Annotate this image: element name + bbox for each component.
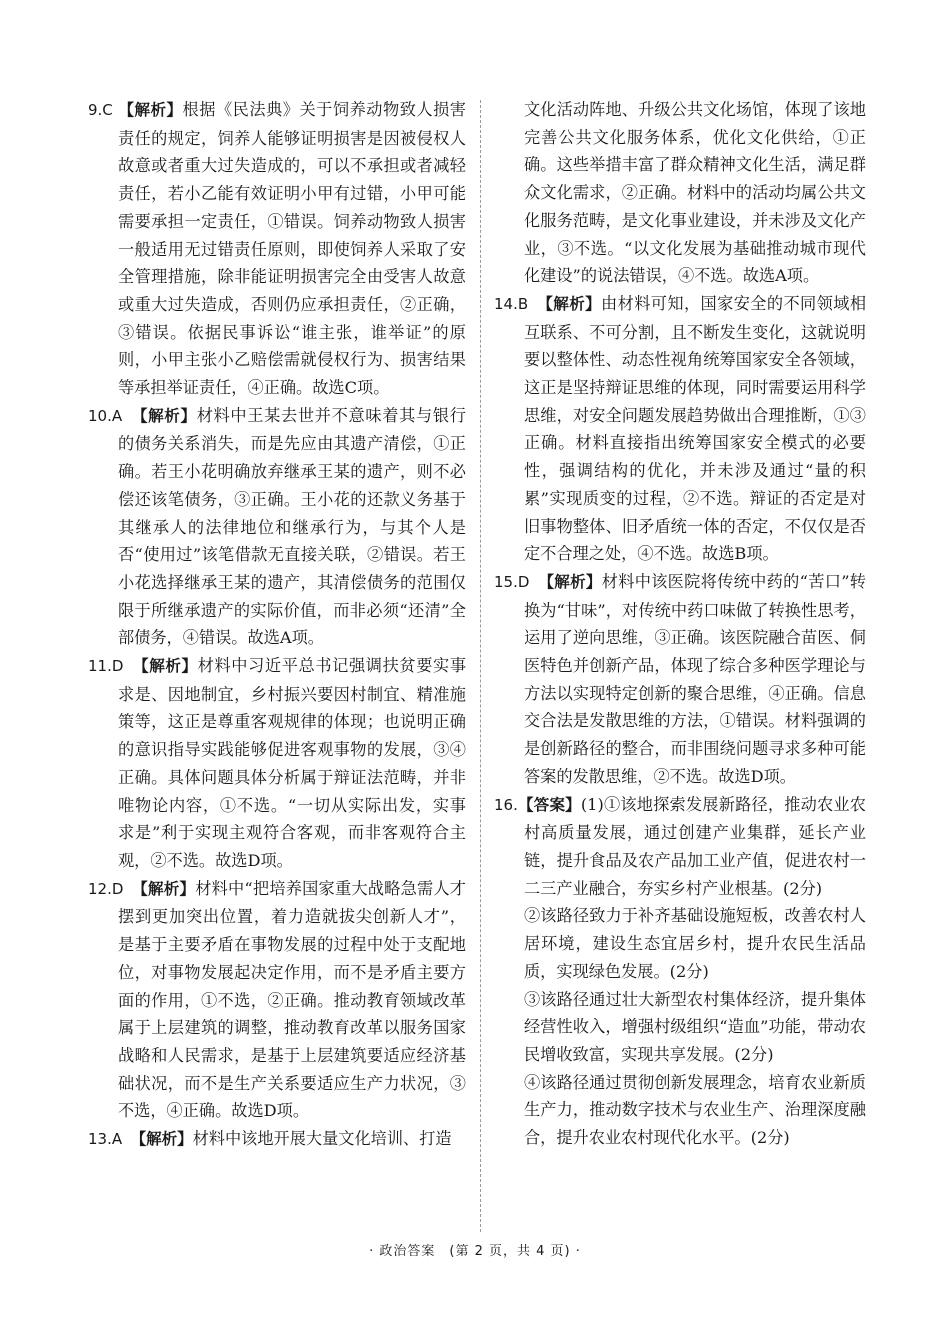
answer-15 [494,568,866,791]
question-number: 13.A [88,1130,123,1149]
answer-text: 材料中“把培养国家重大战略急需人才摆到更加突出位置，着力造就拔尖创新人才”，是基于主要矛盾在事物发展的过程中处于支配地位，对事物发展起决定作用，而不是矛盾主要方面的作用，①不选，②正确。推动教育领域改革属于上层建筑的调整，推动教育改革以服务国家战略和人民需求，是基于上层建筑要适应经济基础状况，而不是生产关系要适应生产力状况，③不选，④正确。故选D项。 [118,878,466,1121]
answer-13-continued: 文化活动阵地、升级公共文化场馆，体现了该地完善公共文化服务体系，优化文化供给，①正确。这些举措丰富了群众精神文化生活，满足群众文化需求，②正确。材料中的活动均属公共文化服务范畴，是文化事业建设，并未涉及文化产业，③不选。“以文化发展为基础推动城市现代化建设”的说法错误，④不选。故选A项。 [524,100,866,286]
page-footer: · 政治答案 (第 2 页，共 4 页) · [369,1244,581,1259]
answer-10 [88,402,466,652]
answer-text: 材料中王某去世并不意味着其与银行的债务关系消失，而是先应由其遗产清偿，①正确。若王小花明确放弃继承王某的遗产，则不必偿还该笔债务，③正确。王小花的还款义务基于其继承人的法律地位和继承行为，与其个人是否“使用过”该笔借款无直接关联，②错误。若王小花选择继承王某的遗产，其清偿债务的范围仅限于所继承遗产的实际价值，而非必须“还清”全部债务，④错误。故选A项。 [118,405,466,648]
answer-text: 材料中习近平总书记强调扶贫要实事求是、因地制宜，乡村振兴要因村制宜、精准施策等，这正是尊重客观规律的体现；也说明正确的意识指导实践能够促进客观事物的发展，③④正确。具体问题具体分析属于辩证法范畴，并非唯物论内容，①不选。“一切从实际出发，实事求是”利于实现主观符合客观，而非客观符合主观，②不选。故选D项。 [118,656,467,870]
answer-point-4: ④该路径通过贯彻创新发展理念，培育农业新质生产力，推动数字技术与农业生产、治理深度融合，提升农业农村现代化水平。(2分) [524,1072,866,1148]
analysis-tag: 【解析】 [546,572,602,591]
answer-point-1: (1)①该地探索发展新路径，推动农业农村高质量发展，通过创建产业集群，延长产业链，提升食品及农产品加工业产值，促进农村一二三产业融合，夯实乡村产业根基。(2分) [524,794,866,898]
question-number: 14.B [494,294,529,313]
right-column [494,96,866,1152]
answer-point-2: ②该路径致力于补齐基础设施短板，改善农村人居环境，建设生态宜居乡村，提升农民生活品质，实现绿色发展。(2分) [524,906,866,981]
answer-text: 由材料可知，国家安全的不同领域相互联系、不可分割，且不断发生变化，这就说明要以整体性、动态性视角统筹国家安全各领域，这正是坚持辩证思维的体现，同时需要运用科学思维，对安全问题发展趋势做出合理推断，①③正确。材料直接指出统筹国家安全模式的必要性，强调结构的优化，并未涉及通过“量的积累”实现质变的过程，②不选。辩证的否定是对旧事物整体、旧矛盾统一体的否定，不仅仅是否定不合理之处，④不选。故选B项。 [524,293,867,564]
question-number: 15.D [494,572,530,591]
answer-9 [88,96,466,402]
analysis-tag: 【解析】 [138,1130,193,1149]
question-number: 9.C [88,101,113,119]
answer-14 [494,290,866,568]
answer-12 [88,875,466,1125]
question-number: 10.A [88,406,123,425]
column-divider [480,100,481,1232]
analysis-tag: 【解析】 [118,101,183,119]
answer-11 [88,652,466,875]
question-number: 16. [494,795,518,814]
analysis-tag: 【解析】 [140,657,198,676]
answer-text: 材料中该地开展大量文化培训、打造 [192,1129,452,1149]
question-number: 11.D [88,657,124,676]
analysis-tag: 【解析】 [140,879,196,898]
answer-13 [88,1125,466,1154]
answer-text: 根据《民法典》关于饲养动物致人损害责任的规定，饲养人能够证明损害是因被侵权人故意或者重大过失造成的，可以不承担或者减轻责任，若小乙能有效证明小甲有过错，小甲可能需要承担一定责任，①错误。饲养动物致人损害一般适用无过错责任原则，即使饲养人采取了安全管理措施，除非能证明损害完全由受害人故意或重大过失造成，否则仍应承担责任，②正确，③错误。依据民事诉讼“谁主张，谁举证”的原则，小甲主张小乙赔偿需就侵权行为、损害结果等承担举证责任，④正确。故选C项。 [118,100,466,398]
left-column [88,96,466,1154]
answer-point-3: ③该路径通过壮大新型农村集体经济，提升集体经营性收入，增强村级组织“造血”功能，带动农民增收致富，实现共享发展。(2分) [524,989,866,1064]
analysis-tag: 【解析】 [545,294,602,313]
analysis-tag: 【解析】 [139,406,197,425]
answer-text: 材料中该医院将传统中药的“苦口”转换为“甘味”，对传统中药口味做了转换性思考，运用了逆向思维，③正确。该医院融合苗医、侗医特色并创新产品，体现了综合多种医学理论与方法以实现特定创新的聚合思维，④正确。信息交合法是发散思维的方法，①错误。材料强调的是创新路径的整合，而非围绕问题寻求多种可能答案的发散思维，②不选。故选D项。 [524,571,866,786]
answer-16 [494,791,866,903]
answer-tag: 【答案】 [517,795,581,814]
question-number: 12.D [88,879,124,898]
